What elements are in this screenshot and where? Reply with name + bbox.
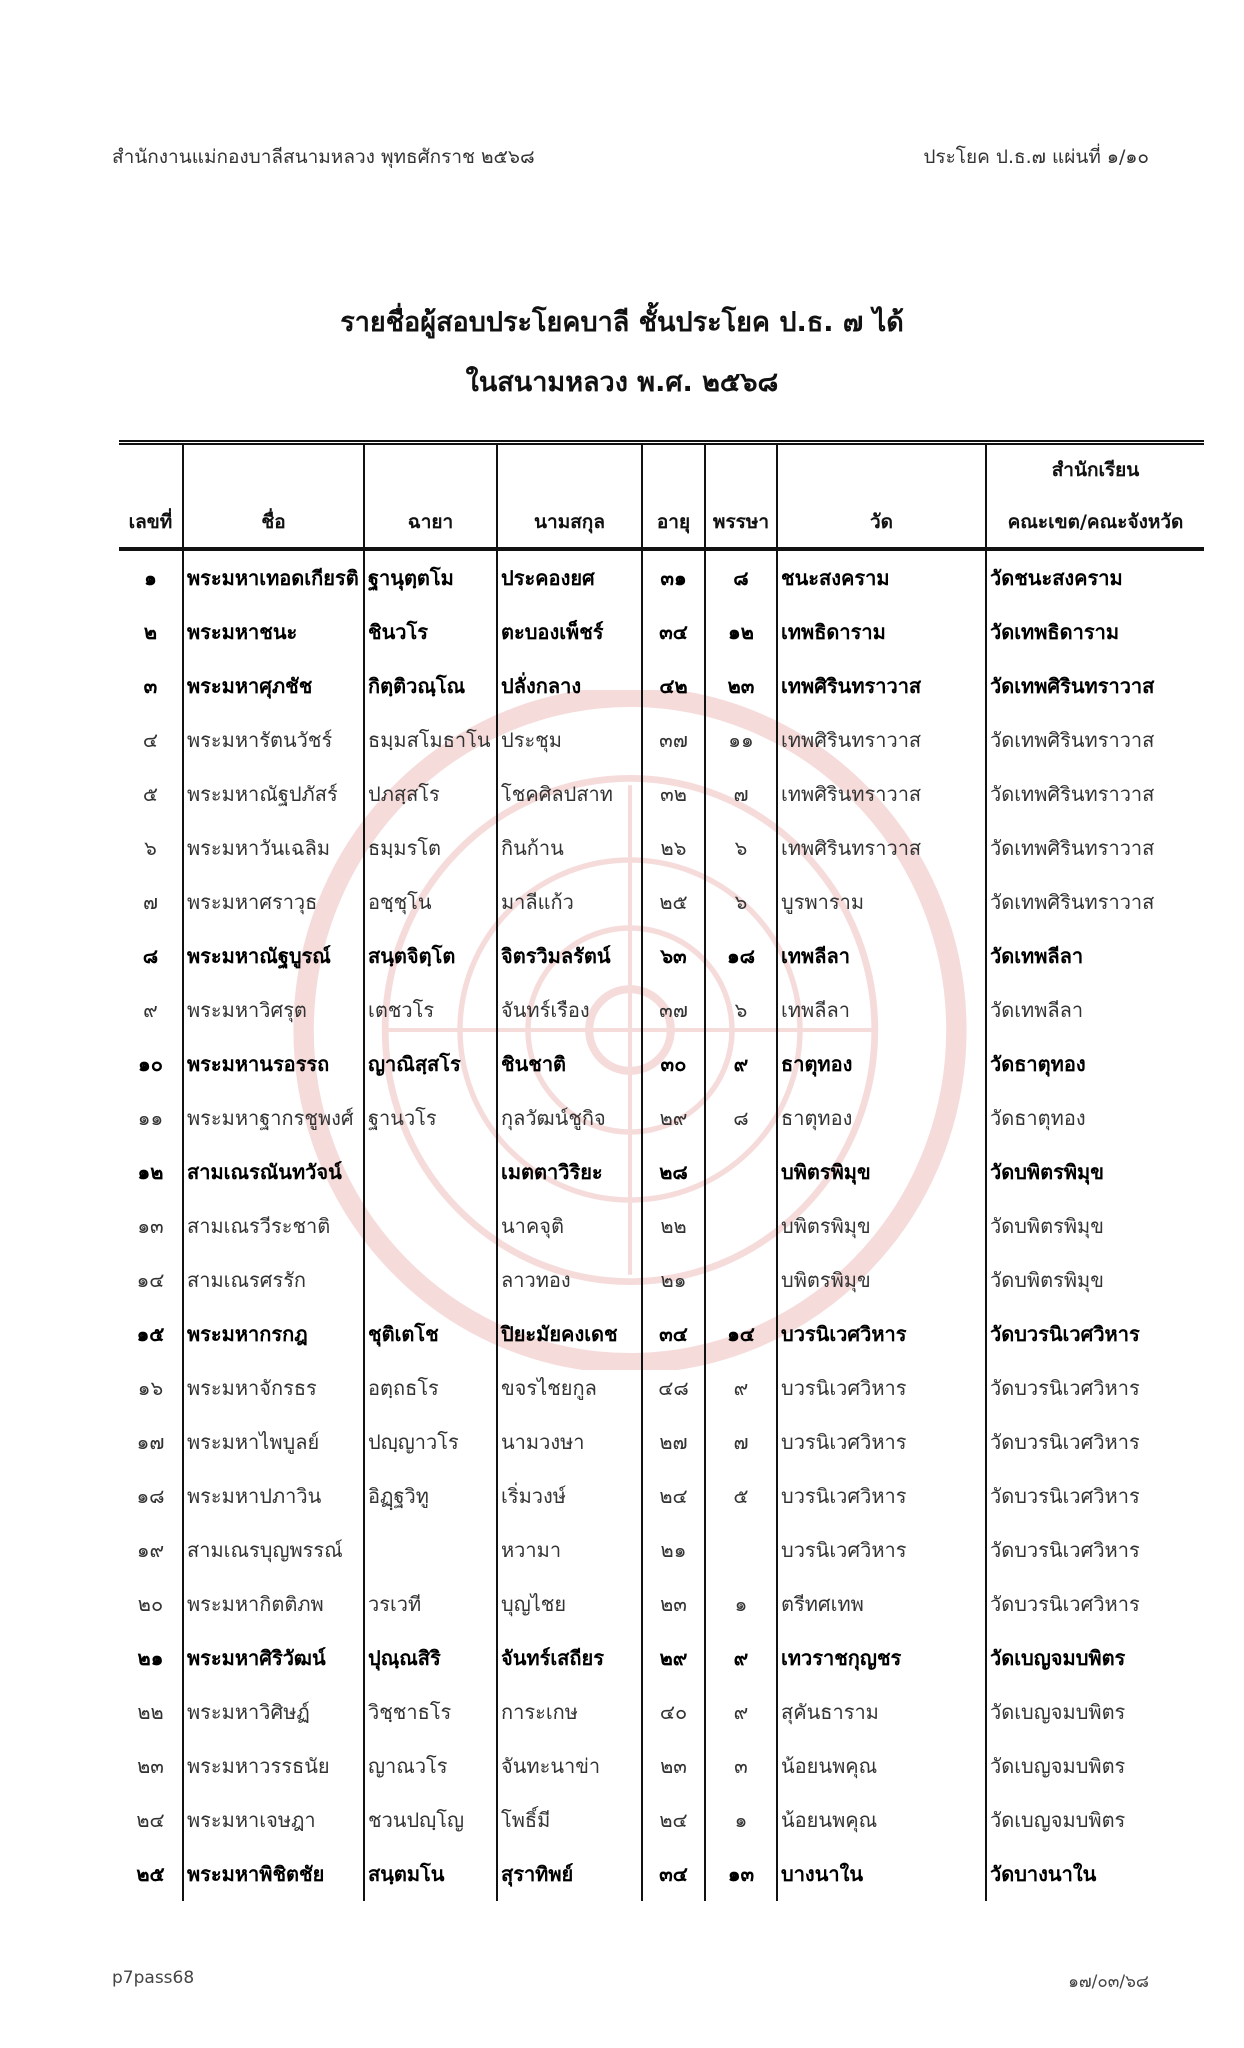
table-row	[119, 659, 1204, 713]
cell-pansa: ๗	[705, 1415, 777, 1469]
cell-pansa: ๑๔	[705, 1307, 777, 1361]
footer-left: p7pass68	[112, 1968, 195, 1988]
table-row	[119, 1199, 1204, 1253]
table-row	[119, 767, 1204, 821]
table-row	[119, 1631, 1204, 1685]
table-row	[119, 1739, 1204, 1793]
cell-pansa	[705, 1523, 777, 1577]
cell-chaya	[364, 1523, 497, 1577]
cell-name: พระมหากรกฎ	[183, 1307, 364, 1361]
cell-age: ๓๗	[642, 713, 705, 767]
cell-name: พระมหาเจษฎา	[183, 1793, 364, 1847]
cell-pansa: ๘	[705, 549, 777, 605]
cell-surname: เริ่มวงษ์	[497, 1469, 642, 1523]
cell-surname: ลาวทอง	[497, 1253, 642, 1307]
table-row	[119, 1091, 1204, 1145]
cell-chaya: วรเวที	[364, 1577, 497, 1631]
cell-school: วัดเทพศิรินทราวาส	[986, 713, 1204, 767]
title-line1: รายชื่อผู้สอบประโยคบาลี ชั้นประโยค ป.ธ. ๗ ได้	[340, 307, 904, 338]
cell-age: ๒๔	[642, 1793, 705, 1847]
cell-pansa: ๖	[705, 983, 777, 1037]
col-school-top: สำนักเรียน	[1051, 458, 1140, 481]
cell-surname: การะเกษ	[497, 1685, 642, 1739]
cell-age: ๒๙	[642, 1091, 705, 1145]
cell-age: ๖๓	[642, 929, 705, 983]
cell-surname: โชคศิลปสาท	[497, 767, 642, 821]
col-chaya: ฉายา	[364, 443, 497, 549]
footer-right: ๑๗/๐๓/๖๘	[1068, 1972, 1149, 1992]
cell-chaya: กิตฺติวณฺโณ	[364, 659, 497, 713]
table-row	[119, 713, 1204, 767]
cell-wat: เทพศิรินทราวาส	[777, 767, 986, 821]
cell-age: ๒๓	[642, 1577, 705, 1631]
cell-school: วัดเทพศิรินทราวาส	[986, 875, 1204, 929]
cell-surname: นามวงษา	[497, 1415, 642, 1469]
cell-school: วัดเทพศิรินทราวาส	[986, 767, 1204, 821]
cell-no: ๑๗	[136, 1429, 165, 1454]
cell-age: ๒๖	[642, 821, 705, 875]
cell-name: พระมหาวันเฉลิม	[183, 821, 364, 875]
cell-chaya: สนฺตมโน	[364, 1847, 497, 1901]
cell-chaya: ปุณฺณสิริ	[364, 1631, 497, 1685]
cell-wat: สุคันธาราม	[777, 1685, 986, 1739]
cell-pansa: ๙	[705, 1631, 777, 1685]
cell-wat: บางนาใน	[777, 1847, 986, 1901]
cell-no: ๕	[142, 781, 159, 806]
table-row	[119, 1145, 1204, 1199]
cell-surname: จันทะนาข่า	[497, 1739, 642, 1793]
cell-age: ๒๔	[642, 1469, 705, 1523]
cell-pansa: ๑	[705, 1793, 777, 1847]
cell-wat: เทพลีลา	[777, 983, 986, 1037]
cell-wat: ธาตุทอง	[777, 1037, 986, 1091]
cell-age: ๓๔	[642, 1307, 705, 1361]
cell-pansa: ๕	[705, 1469, 777, 1523]
cell-surname: ตะบองเพ็ชร์	[497, 605, 642, 659]
cell-school: วัดบพิตรพิมุข	[986, 1253, 1204, 1307]
cell-pansa: ๑	[705, 1577, 777, 1631]
cell-wat: บวรนิเวศวิหาร	[777, 1415, 986, 1469]
cell-name: สามเณรณันทวัจน์	[183, 1145, 364, 1199]
table-header	[119, 443, 1204, 549]
cell-surname: ชินชาติ	[497, 1037, 642, 1091]
cell-no: ๑๕	[136, 1321, 165, 1346]
cell-chaya: สนฺตจิตฺโต	[364, 929, 497, 983]
results-table	[119, 440, 1204, 1901]
cell-wat: ตรีทศเทพ	[777, 1577, 986, 1631]
cell-name: พระมหาจักรธร	[183, 1361, 364, 1415]
cell-no: ๑๔	[136, 1267, 165, 1292]
cell-pansa: ๗	[705, 767, 777, 821]
cell-no: ๘	[142, 943, 159, 968]
cell-school: วัดธาตุทอง	[986, 1091, 1204, 1145]
cell-wat: ธาตุทอง	[777, 1091, 986, 1145]
cell-wat: เทพศิรินทราวาส	[777, 713, 986, 767]
cell-name: สามเณรบุญพรรณ์	[183, 1523, 364, 1577]
cell-wat: เทพธิดาราม	[777, 605, 986, 659]
cell-name: พระมหาไพบูลย์	[183, 1415, 364, 1469]
col-pansa: พรรษา	[705, 443, 777, 549]
cell-surname: จันทร์เสถียร	[497, 1631, 642, 1685]
cell-chaya: ปญฺญาวโร	[364, 1415, 497, 1469]
cell-wat: น้อยนพคุณ	[777, 1793, 986, 1847]
cell-chaya: อตฺถธโร	[364, 1361, 497, 1415]
table-row	[119, 929, 1204, 983]
cell-wat: บพิตรพิมุข	[777, 1199, 986, 1253]
table-row	[119, 1577, 1204, 1631]
cell-age: ๔๘	[642, 1361, 705, 1415]
cell-no: ๖	[144, 835, 157, 860]
cell-age: ๒๑	[642, 1253, 705, 1307]
cell-no: ๑๘	[136, 1483, 165, 1508]
cell-name: พระมหาศิริวัฒน์	[183, 1631, 364, 1685]
cell-school: วัดบวรนิเวศวิหาร	[986, 1415, 1204, 1469]
cell-surname: หวามา	[497, 1523, 642, 1577]
cell-age: ๒๗	[642, 1415, 705, 1469]
col-no: เลขที่	[128, 510, 173, 533]
cell-school: วัดบวรนิเวศวิหาร	[986, 1523, 1204, 1577]
cell-age: ๒๘	[642, 1145, 705, 1199]
cell-pansa: ๑๘	[705, 929, 777, 983]
cell-school: วัดบพิตรพิมุข	[986, 1199, 1204, 1253]
cell-wat: เทพลีลา	[777, 929, 986, 983]
cell-age: ๓๒	[642, 767, 705, 821]
cell-name: พระมหาศุภชัช	[183, 659, 364, 713]
cell-no: ๑	[144, 565, 157, 590]
table-row	[119, 1253, 1204, 1307]
cell-name: สามเณรวีระชาติ	[183, 1199, 364, 1253]
cell-chaya: ฐานวโร	[364, 1091, 497, 1145]
cell-wat: น้อยนพคุณ	[777, 1739, 986, 1793]
cell-no: ๒๑	[137, 1645, 164, 1670]
cell-age: ๓๔	[642, 605, 705, 659]
cell-wat: บูรพาราม	[777, 875, 986, 929]
cell-pansa: ๘	[705, 1091, 777, 1145]
cell-name: พระมหาปภาวิน	[183, 1469, 364, 1523]
cell-no: ๔	[142, 727, 159, 752]
cell-wat: บพิตรพิมุข	[777, 1145, 986, 1199]
cell-name: พระมหากิตติภพ	[183, 1577, 364, 1631]
cell-school: วัดเบญจมบพิตร	[986, 1793, 1204, 1847]
col-age: อายุ	[642, 443, 705, 549]
cell-no: ๓	[143, 673, 158, 698]
cell-school: วัดบวรนิเวศวิหาร	[986, 1469, 1204, 1523]
cell-chaya	[364, 1199, 497, 1253]
col-school-sub: คณะเขต/คณะจังหวัด	[1007, 510, 1184, 533]
cell-name: พระมหาวิศรุต	[183, 983, 364, 1037]
cell-age: ๒๕	[642, 875, 705, 929]
cell-surname: กุลวัฒน์ชูกิจ	[497, 1091, 642, 1145]
cell-school: วัดเทพศิรินทราวาส	[986, 659, 1204, 713]
cell-name: พระมหาณัฐบูรณ์	[183, 929, 364, 983]
cell-surname: จิตรวิมลรัตน์	[497, 929, 642, 983]
cell-no: ๙	[143, 997, 158, 1022]
cell-wat: เทวราชกุญชร	[777, 1631, 986, 1685]
cell-pansa	[705, 1199, 777, 1253]
cell-chaya	[364, 1145, 497, 1199]
cell-age: ๓๑	[642, 549, 705, 605]
table-row	[119, 1469, 1204, 1523]
cell-wat: บพิตรพิมุข	[777, 1253, 986, 1307]
cell-name: สามเณรศรรัก	[183, 1253, 364, 1307]
cell-surname: บุญไชย	[497, 1577, 642, 1631]
cell-no: ๒๓	[137, 1753, 164, 1778]
cell-school: วัดบวรนิเวศวิหาร	[986, 1577, 1204, 1631]
cell-name: พระมหารัตนวัชร์	[183, 713, 364, 767]
table-row	[119, 1685, 1204, 1739]
cell-no: ๑๑	[137, 1105, 164, 1130]
cell-surname: ประคองยศ	[497, 549, 642, 605]
cell-wat: เทพศิรินทราวาส	[777, 659, 986, 713]
cell-chaya: ปภสฺสโร	[364, 767, 497, 821]
cell-chaya: ธมฺมรโต	[364, 821, 497, 875]
cell-chaya: ญาณวโร	[364, 1739, 497, 1793]
cell-school: วัดบวรนิเวศวิหาร	[986, 1307, 1204, 1361]
cell-surname: ประชุม	[497, 713, 642, 767]
cell-chaya	[364, 1253, 497, 1307]
cell-wat: บวรนิเวศวิหาร	[777, 1469, 986, 1523]
table-row	[119, 1523, 1204, 1577]
cell-pansa: ๙	[705, 1685, 777, 1739]
cell-age: ๒๒	[642, 1199, 705, 1253]
table-row	[119, 1361, 1204, 1415]
cell-wat: บวรนิเวศวิหาร	[777, 1361, 986, 1415]
cell-no: ๑๐	[138, 1051, 163, 1076]
cell-name: พระมหาชนะ	[183, 605, 364, 659]
cell-no: ๑๖	[137, 1375, 164, 1400]
header-right: ประโยค ป.ธ.๗ แผ่นที่ ๑/๑๐	[923, 146, 1149, 168]
cell-surname: จันทร์เรือง	[497, 983, 642, 1037]
cell-school: วัดชนะสงคราม	[986, 549, 1204, 605]
cell-name: พระมหาฐากรชูพงศ์	[183, 1091, 364, 1145]
cell-age: ๔๒	[642, 659, 705, 713]
cell-wat: บวรนิเวศวิหาร	[777, 1307, 986, 1361]
cell-chaya: ธมฺมสโมธาโน	[364, 713, 497, 767]
cell-chaya: อิฏฺฐวิทู	[364, 1469, 497, 1523]
cell-age: ๒๙	[642, 1631, 705, 1685]
cell-chaya: ชวนปญฺโญ	[364, 1793, 497, 1847]
cell-surname: ปลั่งกลาง	[497, 659, 642, 713]
cell-chaya: เตชวโร	[364, 983, 497, 1037]
cell-pansa: ๑๓	[705, 1847, 777, 1901]
cell-chaya: วิชฺชาธโร	[364, 1685, 497, 1739]
cell-school: วัดเทพธิดาราม	[986, 605, 1204, 659]
table-row	[119, 605, 1204, 659]
cell-no: ๒๐	[137, 1591, 164, 1616]
cell-name: พระมหาเทอดเกียรติ	[183, 549, 364, 605]
cell-name: พระมหาณัฐปภัสร์	[183, 767, 364, 821]
cell-no: ๑๙	[136, 1537, 165, 1562]
cell-pansa	[705, 1145, 777, 1199]
cell-age: ๓๐	[642, 1037, 705, 1091]
cell-surname: ขจรไชยกูล	[497, 1361, 642, 1415]
table-row	[119, 1037, 1204, 1091]
table-row	[119, 1415, 1204, 1469]
cell-surname: มาลีแก้ว	[497, 875, 642, 929]
cell-school: วัดเทพลีลา	[986, 929, 1204, 983]
cell-pansa: ๙	[705, 1361, 777, 1415]
cell-school: วัดบางนาใน	[986, 1847, 1204, 1901]
table-row	[119, 875, 1204, 929]
cell-age: ๓๔	[642, 1847, 705, 1901]
cell-no: ๒๕	[136, 1861, 165, 1886]
cell-surname: เมตตาวิริยะ	[497, 1145, 642, 1199]
cell-pansa: ๙	[705, 1037, 777, 1091]
table-row	[119, 549, 1204, 605]
cell-school: วัดบวรนิเวศวิหาร	[986, 1361, 1204, 1415]
cell-chaya: อชฺชุโน	[364, 875, 497, 929]
cell-pansa: ๑๑	[705, 713, 777, 767]
cell-no: ๒๒	[137, 1699, 164, 1724]
cell-no: ๒	[143, 619, 158, 644]
cell-school: วัดเทพศิรินทราวาส	[986, 821, 1204, 875]
cell-age: ๒๑	[642, 1523, 705, 1577]
cell-chaya: ชินวโร	[364, 605, 497, 659]
cell-no: ๑๒	[137, 1159, 164, 1184]
cell-no: ๑๓	[137, 1213, 164, 1238]
cell-chaya: ชุติเตโช	[364, 1307, 497, 1361]
cell-school: วัดเบญจมบพิตร	[986, 1685, 1204, 1739]
cell-age: ๓๗	[642, 983, 705, 1037]
cell-surname: นาคจุติ	[497, 1199, 642, 1253]
table-row	[119, 983, 1204, 1037]
cell-surname: กินก้าน	[497, 821, 642, 875]
cell-school: วัดบพิตรพิมุข	[986, 1145, 1204, 1199]
cell-age: ๔๐	[642, 1685, 705, 1739]
cell-school: วัดเบญจมบพิตร	[986, 1631, 1204, 1685]
cell-name: พระมหานรอรรถ	[183, 1037, 364, 1091]
cell-name: พระมหาวรรธนัย	[183, 1739, 364, 1793]
cell-no: ๗	[142, 889, 159, 914]
col-wat: วัด	[777, 443, 986, 549]
cell-surname: โพธิ์มี	[497, 1793, 642, 1847]
col-name: ชื่อ	[183, 443, 364, 549]
cell-wat: ชนะสงคราม	[777, 549, 986, 605]
table-row	[119, 1307, 1204, 1361]
table-row	[119, 1793, 1204, 1847]
cell-surname: ปิยะมัยคงเดช	[497, 1307, 642, 1361]
cell-school: วัดเบญจมบพิตร	[986, 1739, 1204, 1793]
cell-pansa: ๒๓	[705, 659, 777, 713]
table-row	[119, 821, 1204, 875]
cell-school: วัดเทพลีลา	[986, 983, 1204, 1037]
table-row	[119, 1847, 1204, 1901]
cell-pansa: ๖	[705, 821, 777, 875]
cell-name: พระมหาวิศิษฏ์	[183, 1685, 364, 1739]
cell-pansa: ๖	[705, 875, 777, 929]
title-line2: ในสนามหลวง พ.ศ. ๒๕๖๘	[465, 367, 779, 398]
cell-pansa: ๓	[705, 1739, 777, 1793]
col-school	[986, 443, 1204, 549]
header-left: สำนักงานแม่กองบาลีสนามหลวง พุทธศักราช ๒๕๖๘	[112, 146, 535, 168]
cell-pansa: ๑๒	[705, 605, 777, 659]
cell-chaya: ฐานุตฺตโม	[364, 549, 497, 605]
cell-school: วัดธาตุทอง	[986, 1037, 1204, 1091]
cell-pansa	[705, 1253, 777, 1307]
cell-age: ๒๓	[642, 1739, 705, 1793]
cell-name: พระมหาศราวุธ	[183, 875, 364, 929]
col-surname: นามสกุล	[497, 443, 642, 549]
cell-chaya: ญาณิสฺสโร	[364, 1037, 497, 1091]
cell-wat: บวรนิเวศวิหาร	[777, 1523, 986, 1577]
cell-name: พระมหาพิชิตชัย	[183, 1847, 364, 1901]
cell-surname: สุราทิพย์	[497, 1847, 642, 1901]
cell-no: ๒๔	[136, 1807, 165, 1832]
cell-wat: เทพศิรินทราวาส	[777, 821, 986, 875]
